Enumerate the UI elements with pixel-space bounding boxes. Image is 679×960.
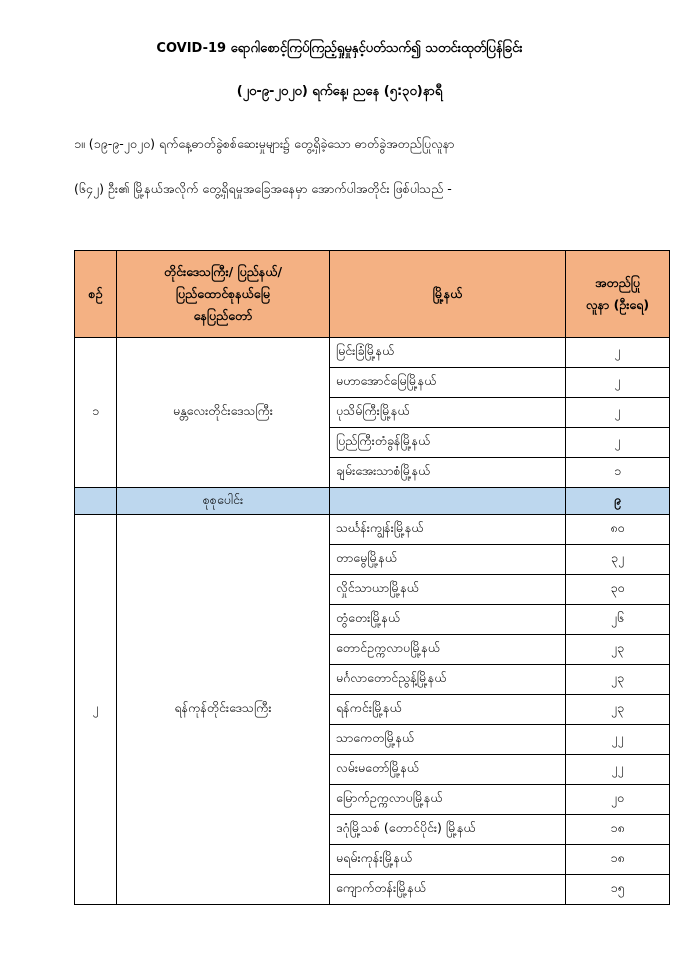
township-cell: ပြည်ကြီးတံခွန်မြို့နယ် [330,428,566,458]
township-cell: လှိုင်သာယာမြို့နယ် [330,575,566,605]
table-row [75,515,670,545]
township-cell: တွံတေးမြို့နယ် [330,605,566,635]
page-subtitle-date: (၂၀-၉-၂၀၂၀) ရက်နေ့၊ ညနေ (၅:၃၀)နာရီ [236,84,443,99]
count-cell: ၂ [566,368,670,398]
count-cell: ၁၈ [566,845,670,875]
header-count-line-2: လူနာ (ဦးရေ) [585,297,650,312]
township-cell: ဒဂုံမြို့သစ် (တောင်ပိုင်း) မြို့နယ် [330,815,566,845]
intro-paragraph-line-1: ၁။ (၁၉-၉-၂၀၂၀) ရက်နေ့ဓာတ်ခွဲစစ်ဆေးမှုများ၌ တွေ့ရှိခဲ့သော ဓာတ်ခွဲအတည်ပြုလူနာ [74,136,455,151]
township-cell: သင်္ဃန်းကျွန်းမြို့နယ် [330,515,566,545]
subtotal-empty-cell [330,488,566,515]
count-cell: ၂၃ [566,665,670,695]
intro-paragraph-line-2: (၆၄၂) ဦး၏ မြို့နယ်အလိုက် တွေ့ရှိရမှုအခြေအနေမှာ အောက်ပါအတိုင်း ဖြစ်ပါသည် - [74,181,452,196]
township-cell: ချမ်းအေးသာစံမြို့နယ် [330,458,566,488]
group2-region: ရန်ကုန်တိုင်းဒေသကြီး [117,515,330,905]
count-cell: ၂၂ [566,755,670,785]
subtotal-empty-cell [75,488,117,515]
count-cell: ၂ [566,398,670,428]
header-confirmed-count [566,251,670,338]
township-cell: ပုသိမ်ကြီးမြို့နယ် [330,398,566,428]
township-cell: တာမွေမြို့နယ် [330,545,566,575]
table-row [75,338,670,368]
township-cell: ရန်ကင်းမြို့နယ် [330,695,566,725]
count-cell: ၈၀ [566,515,670,545]
header-count-line-1: အတည်ပြု [595,275,640,290]
township-cell: တောင်ဥက္ကလာပမြို့နယ် [330,635,566,665]
page-title: COVID-19 ရောဂါစောင့်ကြပ်ကြည့်ရှုမှုနှင့်ပတ်သက်၍ သတင်းထုတ်ပြန်ခြင်း [156,41,523,56]
header-region-line-3: နေပြည်တော် [193,308,253,323]
count-cell: ၂၂ [566,725,670,755]
count-cell: ၂ [566,338,670,368]
township-cell: မင်္ဂလာတောင်ညွန့်မြို့နယ် [330,665,566,695]
township-cell: လမ်းမတော်မြို့နယ် [330,755,566,785]
header-region-line-2: ပြည်ထောင်စုနယ်မြေ [175,286,271,301]
group1-region: မန္တလေးတိုင်းဒေသကြီး [117,338,330,488]
count-cell: ၂၃ [566,635,670,665]
cases-by-township-table [74,250,670,905]
count-cell: ၃၀ [566,575,670,605]
count-cell: ၂၀ [566,785,670,815]
township-cell: သာကေတမြို့နယ် [330,725,566,755]
township-cell: မရမ်းကုန်းမြို့နယ် [330,845,566,875]
count-cell: ၃၂ [566,545,670,575]
count-cell: ၂၆ [566,605,670,635]
township-cell: မဟာအောင်မြေမြို့နယ် [330,368,566,398]
header-region [117,251,330,338]
township-cell: မြင်းခြံမြို့နယ် [330,338,566,368]
header-serial-no: စဉ် [75,251,117,338]
subtotal-label: စုစုပေါင်း [117,488,330,515]
header-township: မြို့နယ် [330,251,566,338]
count-cell: ၂ [566,428,670,458]
group2-serial-no: ၂ [75,515,117,905]
township-cell: ကျောက်တန်းမြို့နယ် [330,875,566,905]
township-cell: မြောက်ဥက္ကလာပမြို့နယ် [330,785,566,815]
table-header-row [75,251,670,338]
group1-serial-no: ၁ [75,338,117,488]
count-cell: ၁၈ [566,815,670,845]
count-cell: ၂၃ [566,695,670,725]
subtotal-count: ၉ [566,488,670,515]
count-cell: ၁ [566,458,670,488]
count-cell: ၁၅ [566,875,670,905]
header-region-line-1: တိုင်းဒေသကြီး/ ပြည်နယ်/ [163,264,283,279]
subtotal-row [75,488,670,515]
